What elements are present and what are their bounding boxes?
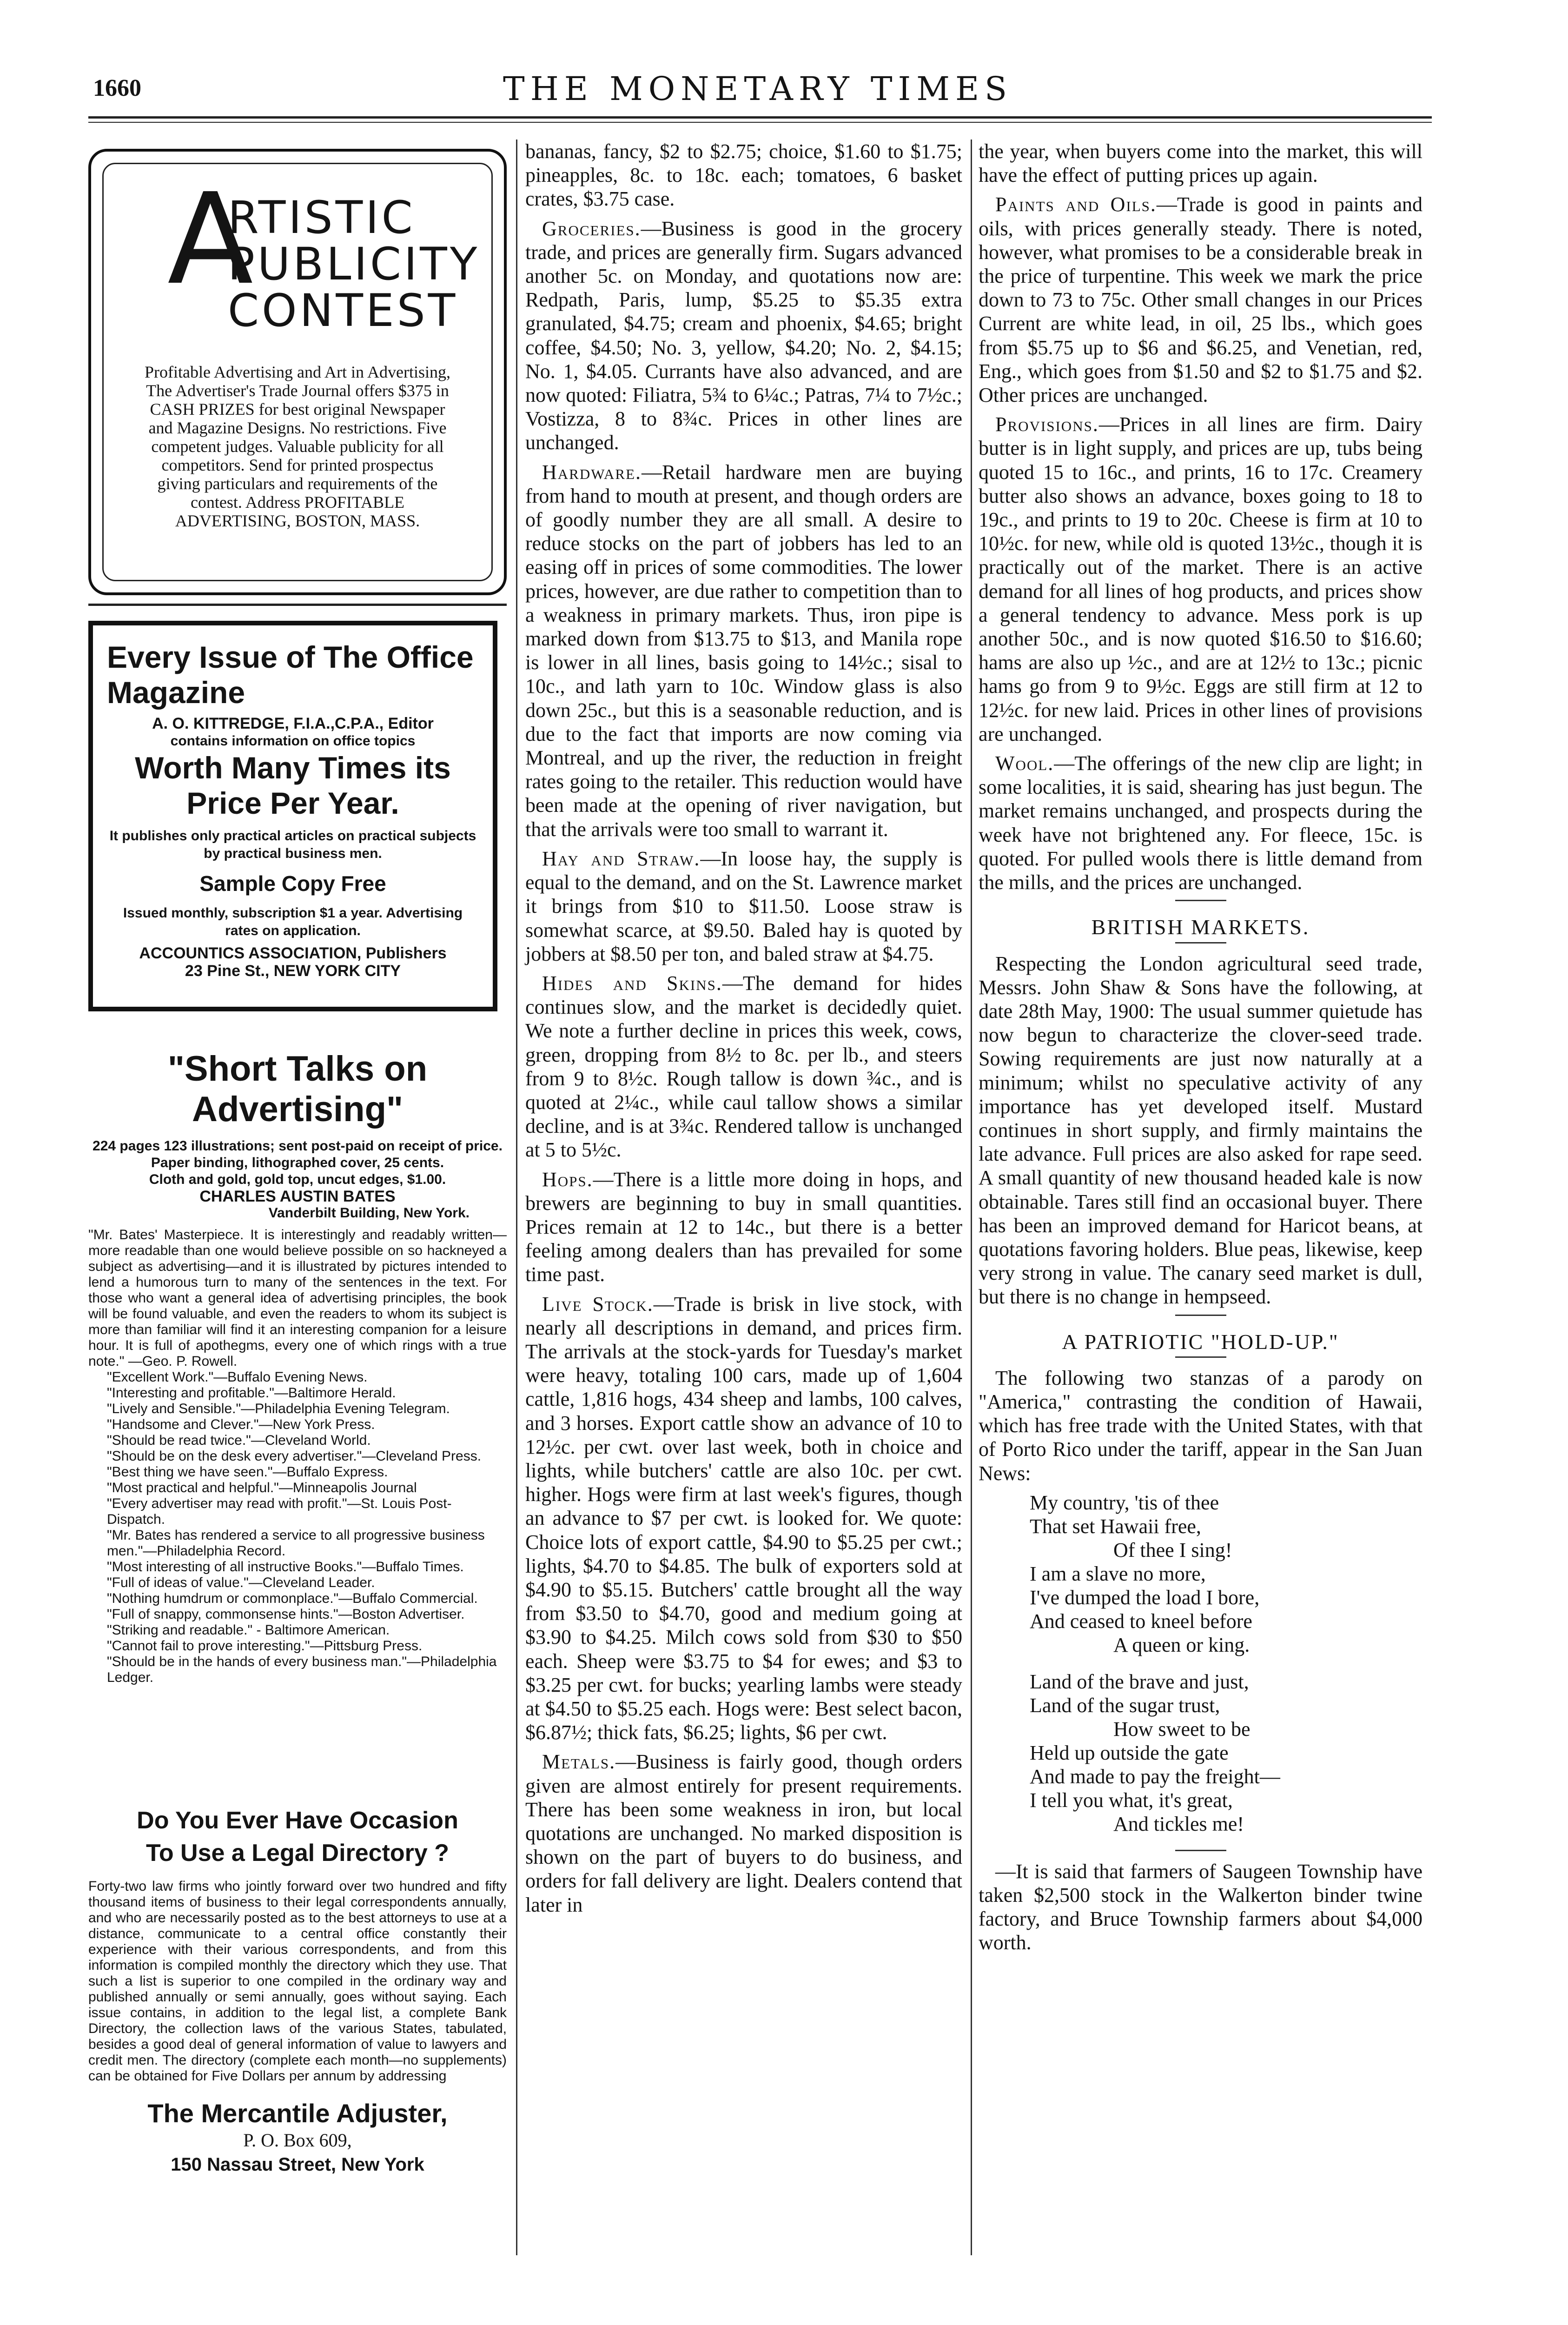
column-rule-right [971, 140, 972, 2255]
paragraph-groceries [525, 217, 962, 455]
column-rule-left [516, 140, 517, 2255]
page-number: 1660 [93, 75, 141, 101]
paragraph-text: —Business is fairly good, though orders given are almost entirely for present requirements. There has been some weakness in iron, but local quotations are unchanged. No marked disposition is shown on the part of buyers to do business, and orders for fall delivery are light. Dealers contend that later in [525, 1750, 962, 1916]
poem-line: How sweet to be [1113, 1717, 1250, 1740]
paragraph-text: —The demand for hides continues slow, and the market is decidedly quiet. We note a further decline in prices this week, cows, green, dropping from 8½ to 8c. per lb., and steers from 9 to 8½c. Rough tallow is down ¾c., and is quoted at 2¼c., while caul tallow shows a similar decline, and is at 3¾c. Rendered tallow is unchanged at 5 to 5½c. [525, 971, 962, 1162]
section-head: Provisions. [995, 413, 1099, 436]
ad-body: Profitable Advertising and Art in Advertising, The Advertiser's Trade Journal offers $375 in CASH PRIZES for best original Newspaper and Magazine Designs. No restrictions. Five competent judges. Valuable publicity for all competitors. Send for printed prospectus giving particulars and requirements of the contest. Address PROFITABLE ADVERTISING, BOSTON, MASS. [145, 363, 450, 530]
poem-line: My country, 'tis of thee [1030, 1491, 1219, 1514]
section-rule [1175, 1315, 1226, 1316]
ad-title: "Short Talks on Advertising" [167, 1049, 428, 1129]
poem-line: Land of the brave and just, [1030, 1670, 1249, 1693]
section-rule [1175, 1850, 1226, 1851]
section-rule [1175, 1356, 1226, 1358]
artistic-publicity-ad [88, 149, 507, 595]
ad-quote: "Should be in the hands of every business man."—Philadelphia Ledger. [107, 1654, 497, 1685]
paragraph-hardware [525, 460, 962, 841]
paragraph-text: —There is a little more doing in hops, and brewers are beginning to buy in small quantities. Prices remain at 12 to 14c., but there is a better feeling among dealers than has prevailed for some time past. [525, 1168, 962, 1286]
poem-line: A queen or king. [1113, 1633, 1250, 1656]
ad-publication: The Mercantile Adjuster, [147, 2099, 448, 2128]
paragraph-paints [979, 193, 1422, 407]
poem-line: And tickles me! [1113, 1812, 1244, 1835]
section-head: Wool. [995, 752, 1054, 775]
ad-issued: Issued monthly, subscription $1 a year. Advertising rates on application. [123, 905, 463, 938]
paragraph-provisions [979, 412, 1422, 746]
paragraph-text: —In loose hay, the supply is equal to the demand, and on the St. Lawrence market it brings from $10 to $11.50. Loose straw is somewhat scarce, at $9.50. Baled hay is quoted by jobbers at $8.50 per ton, and baled straw at $4.75. [525, 847, 962, 965]
section-head: Hides and Skins. [542, 971, 722, 995]
section-head: Metals. [542, 1750, 616, 1774]
ad-quote: "Interesting and profitable."—Baltimore Herald. [107, 1385, 396, 1401]
ad-editor: A. O. KITTREDGE, F.I.A.,C.P.A., Editor [152, 715, 434, 732]
ad-address: 23 Pine St., NEW YORK CITY [185, 962, 401, 980]
section-rule [1175, 900, 1226, 901]
ad-separator [88, 604, 507, 606]
ad-binding: Paper binding, lithographed cover, 25 cents. [151, 1155, 444, 1170]
ad-quote: "Lively and Sensible."—Philadelphia Evening Telegram. [107, 1401, 450, 1416]
ad-initial-letter: A [167, 166, 253, 312]
ad-quote: "Full of ideas of value."—Cleveland Leader. [107, 1575, 375, 1590]
ad-quotes [88, 1369, 507, 1686]
section-rule [1175, 942, 1226, 943]
section-head: Hay and Straw. [542, 847, 701, 870]
poem-line: And made to pay the freight— [1030, 1765, 1280, 1788]
ad-headline: Every Issue of The Office Magazine [107, 640, 474, 710]
ad-quote: "Every advertiser may read with profit."—St. Louis Post-Dispatch. [107, 1496, 452, 1527]
ad-quote: "Should be on the desk every advertiser."—Cleveland Press. [107, 1448, 482, 1464]
ad-title-line: CONTEST [228, 285, 458, 337]
paragraph: the year, when buyers come into the market, this will have the effect of putting prices up again. [979, 140, 1422, 187]
paragraph-live-stock [525, 1292, 962, 1745]
page-header [93, 70, 1422, 112]
section-head: Paints and Oils. [995, 193, 1157, 216]
ad-title-line: RTISTIC [228, 192, 416, 244]
right-column [979, 140, 1422, 1960]
section-head: Hops. [542, 1168, 593, 1191]
ad-binding: Cloth and gold, gold top, uncut edges, $1.00. [149, 1172, 446, 1187]
ad-contains: contains information on office topics [170, 733, 416, 749]
poem-line: I've dumped the load I bore, [1030, 1586, 1260, 1609]
paragraph-metals [525, 1750, 962, 1916]
ad-quote: "Mr. Bates has rendered a service to all progressive business men."—Philadelphia Record. [107, 1528, 485, 1559]
paragraph-text: —The offerings of the new clip are light; in some localities, it is said, shearing has just begun. The market remains unchanged, and prospects during the week have not brightened any. For fleece, 15c. is quoted. For pulled wools there is little demand from the mills, and the prices are unchanged. [979, 752, 1422, 894]
ad-address: P. O. Box 609, [243, 2130, 352, 2151]
paragraph-patriotic-intro: The following two stanzas of a parody on "America," contrasting the condition of Hawaii, which has free trade with the United States, with that of Porto Rico under the tariff, appear in the San Juan News: [979, 1366, 1422, 1485]
ad-title-line: PUBLICITY [228, 238, 480, 290]
office-magazine-ad [88, 621, 497, 1011]
paragraph-hops [525, 1168, 962, 1287]
poem-line: Held up outside the gate [1030, 1741, 1229, 1764]
paragraph: bananas, fancy, $2 to $2.75; choice, $1.60 to $1.75; pineapples, 8c. to 18c. each; tomatoes, 6 basket crates, $3.75 case. [525, 140, 962, 211]
ad-pages: 224 pages 123 illustrations; sent post-paid on receipt of price. [93, 1138, 503, 1154]
ad-quote: "Cannot fail to prove interesting."—Pittsburg Press. [107, 1638, 423, 1654]
paragraph-wool [979, 751, 1422, 894]
section-head: Live Stock. [542, 1292, 654, 1315]
ad-quote: "Handsome and Clever."—New York Press. [107, 1417, 375, 1432]
paragraph-text: —Business is good in the grocery trade, and prices are generally firm. Sugars advanced another 5c. on Monday, and quotations now are: Redpath, Paris, lump, $5.25 to $5.35 extra granulated, $4.75; cream and phoenix, $4.65; bright coffee, $4.50; No. 3, yellow, $4.20; No. 2, $4.15; No. 1, $4.05. Currants have also advanced, and are now quoted: Filiatra, 5¾ to 6¼c.; Patras, 7¼ to 7½c.; Vostizza, 8 to 8¾c. Prices in other lines are unchanged. [525, 217, 962, 454]
poem-line: Of thee I sing! [1113, 1538, 1232, 1561]
legal-directory-ad [88, 1804, 507, 2177]
header-rule-thin [88, 122, 1432, 123]
ad-publishes: It publishes only practical articles on practical subjects by practical business men. [109, 828, 476, 861]
poem-stanza-2 [979, 1670, 1422, 1836]
masthead: THE MONETARY TIMES [503, 70, 1012, 108]
ad-address: 150 Nassau Street, New York [171, 2154, 424, 2175]
paragraph-text: —Prices in all lines are firm. Dairy butter is in light supply, and prices are up, tubs being quoted 15 to 16c., and prints, 16 to 17c. Creamery butter also shows an advance, boxes going to 18 to 19c., and prints to 19 to 20c. Cheese is firm at 10 to 10½c. for new, while old is quoted 13½c., though it is practically out of the market. There is an active demand for all lines of hog products, and prices show a general tendency to advance. Mess pork is up another 50c., and is now quoted $16.50 to $16.60; hams are also up ½c., and are at 12½ to 13c.; picnic hams go from 9 to 9½c. Eggs are still firm at 12 to 12½c. for new laid. Prices in other lines of provisions are unchanged. [979, 413, 1422, 745]
header-rule [88, 116, 1432, 119]
paragraph-british: Respecting the London agricultural seed trade, Messrs. John Shaw & Sons have the following, at date 28th May, 1900: The usual summer quietude has now begun to characterize the clover-seed trade. Sowing requirements are just now naturally at a minimum; whilst no speculative activity of any importance has yet developed itself. Mustard continues in short supply, and firmly maintains the late advance. Full prices are also asked for rape seed. A small quantity of new thousand headed kale is now obtainable. Tares still find an occasional buyer. There has been an improved demand for Haricot beans, at quotations favoring holders. Blue peas, likewise, keep very strong in value. The canary seed market is dull, but there is no change in hempseed. [979, 952, 1422, 1309]
ad-worth: Worth Many Times its Price Per Year. [135, 751, 451, 820]
ad-quote: "Nothing humdrum or commonplace."—Buffalo Commercial. [107, 1591, 478, 1606]
ad-title: Do You Ever Have Occasion [137, 1807, 458, 1834]
paragraph-text: —Retail hardware men are buying from hand to mouth at present, and though orders are of goodly number they are all small. A desire to reduce stocks on the part of jobbers has led to an easing off in prices of some commodities. The lower prices, however, are due rather to competition than to a weakness in primary markets. Thus, iron pipe is marked down from $13.75 to $13, and Manila rope is lower in all lines, basis going to 14½c.; sisal to 10c., and lath yarn to 10c. Window glass is also down 25c., but this is a seasonable reduction, and is due to the fact that imports are now coming via Montreal, and up the river, the reduction in freight rates going to the retailer. This reduction would have been made at the opening of river navigation, but that the arrivals were too small to warrant it. [525, 460, 962, 841]
poem-line: Land of the sugar trust, [1030, 1694, 1220, 1717]
ad-quote: "Most interesting of all instructive Books."—Buffalo Times. [107, 1559, 464, 1574]
poem-stanza-1 [979, 1491, 1422, 1657]
short-talks-ad [88, 1049, 507, 1686]
ad-quote: "Best thing we have seen."—Buffalo Express. [107, 1464, 388, 1480]
ad-sample: Sample Copy Free [199, 871, 386, 896]
middle-column [525, 140, 962, 1922]
paragraph-hides [525, 971, 962, 1162]
poem-line: And ceased to kneel before [1030, 1609, 1252, 1633]
poem-line: That set Hawaii free, [1030, 1515, 1201, 1538]
british-markets-title: BRITISH MARKETS. [1091, 915, 1310, 939]
section-head: Hardware. [542, 460, 642, 484]
ad-body: Forty-two law firms who jointly forward over two hundred and fifty thousand items of business to their legal correspondents annually, and who are necessarily posted as to the best attorneys to use at a distance, communicate to a central office constantly their experience with their various correspondents, and from this information is compiled monthly the directory which they use. That such a list is superior to one compiled in the ordinary way and published annually or semi annually, goes without saying. Each issue contains, in addition to the legal list, a complete Bank Directory, the collection laws of the various States, tabulated, besides a good deal of general information of value to lawyers and credit men. The directory (complete each month—no supplements) can be obtained for Five Dollars per annum by addressing [88, 1879, 507, 2084]
paragraph-text: —Trade is brisk in live stock, with nearly all descriptions in demand, and prices firm. The arrivals at the stock-yards for Tuesday's market were heavy, totaling 100 cars, made up of 1,604 cattle, 1,816 hogs, 434 sheep and lambs, 100 calves, and 3 horses. Export cattle show an advance of 10 to 12½c. per cwt. over last week, both in choice and lights, while butchers' cattle are also 10c. per cwt. higher. Hogs were firm at last week's figures, though an advance to $7 per cwt. is looked for. We quote: Choice lots of export cattle, $4.90 to $5.25 per cwt.; lights, $4.70 to $4.85. The bulk of exporters sold at $4.90 to $5.15. Butchers' cattle brought all the way from $3.50 to $4.70, good and medium going at $3.90 to $4.25. Milch cows sold from $30 to $50 each. Sheep were $3.75 to $4 for ewes; and $3 to $3.25 per cwt. for bucks; yearling lambs were steady at $4.50 to $5.25 each. Hogs were: Best select bacon, $6.87½; thick fats, $6.25; lights, $6 per cwt. [525, 1292, 962, 1744]
paragraph-saugeen: —It is said that farmers of Saugeen Township have taken $2,500 stock in the Walkerton binder twine factory, and Bruce Township farmers about $4,000 worth. [979, 1860, 1422, 1954]
ad-building: Vanderbilt Building, New York. [268, 1205, 470, 1221]
ad-author: CHARLES AUSTIN BATES [199, 1188, 396, 1205]
ad-publisher: ACCOUNTICS ASSOCIATION, Publishers [139, 944, 447, 962]
ad-quote: "Excellent Work."—Buffalo Evening News. [107, 1369, 368, 1385]
poem-line: I tell you what, it's great, [1030, 1788, 1233, 1812]
ad-quote: "Striking and readable." - Baltimore American. [107, 1622, 390, 1638]
ad-title: To Use a Legal Directory ? [146, 1840, 450, 1867]
ad-review: "Mr. Bates' Masterpiece. It is interestingly and readably written—more readable than one would believe possible on so hackneyed a subject as advertising—and it is illustrated by pictures intended to lend a humorous turn to many of the sentences in the text. For those who want a general idea of advertising principles, the book will be found valuable, and even the readers to whom its subject is more than familiar will find it an interesting companion for a leisure hour. It is full of apothegms, every one of which rings with a true note." —Geo. P. Rowell. [88, 1227, 507, 1369]
section-head: Groceries. [542, 217, 641, 240]
ad-quote: "Should be read twice."—Cleveland World. [107, 1433, 371, 1448]
ad-quote: "Full of snappy, commonsense hints."—Boston Advertiser. [107, 1607, 465, 1622]
poem-line: I am a slave no more, [1030, 1562, 1206, 1585]
patriotic-title: A PATRIOTIC "HOLD-UP." [1062, 1329, 1339, 1354]
paragraph-hay [525, 847, 962, 966]
ad-quote: "Most practical and helpful."—Minneapolis Journal [107, 1480, 417, 1495]
paragraph-text: —Trade is good in paints and oils, with prices generally steady. There is noted, however, what promises to be a considerable break in the price of turpentine. This week we mark the price down to 73 to 75c. Other small changes in our Prices Current are white lead, in oil, 25 lbs., which goes from $5.75 up to $6 and $6.25, and Venetian, red, Eng., which goes from $1.50 and $2 to $1.75 and $2. Other prices are unchanged. [979, 193, 1422, 407]
